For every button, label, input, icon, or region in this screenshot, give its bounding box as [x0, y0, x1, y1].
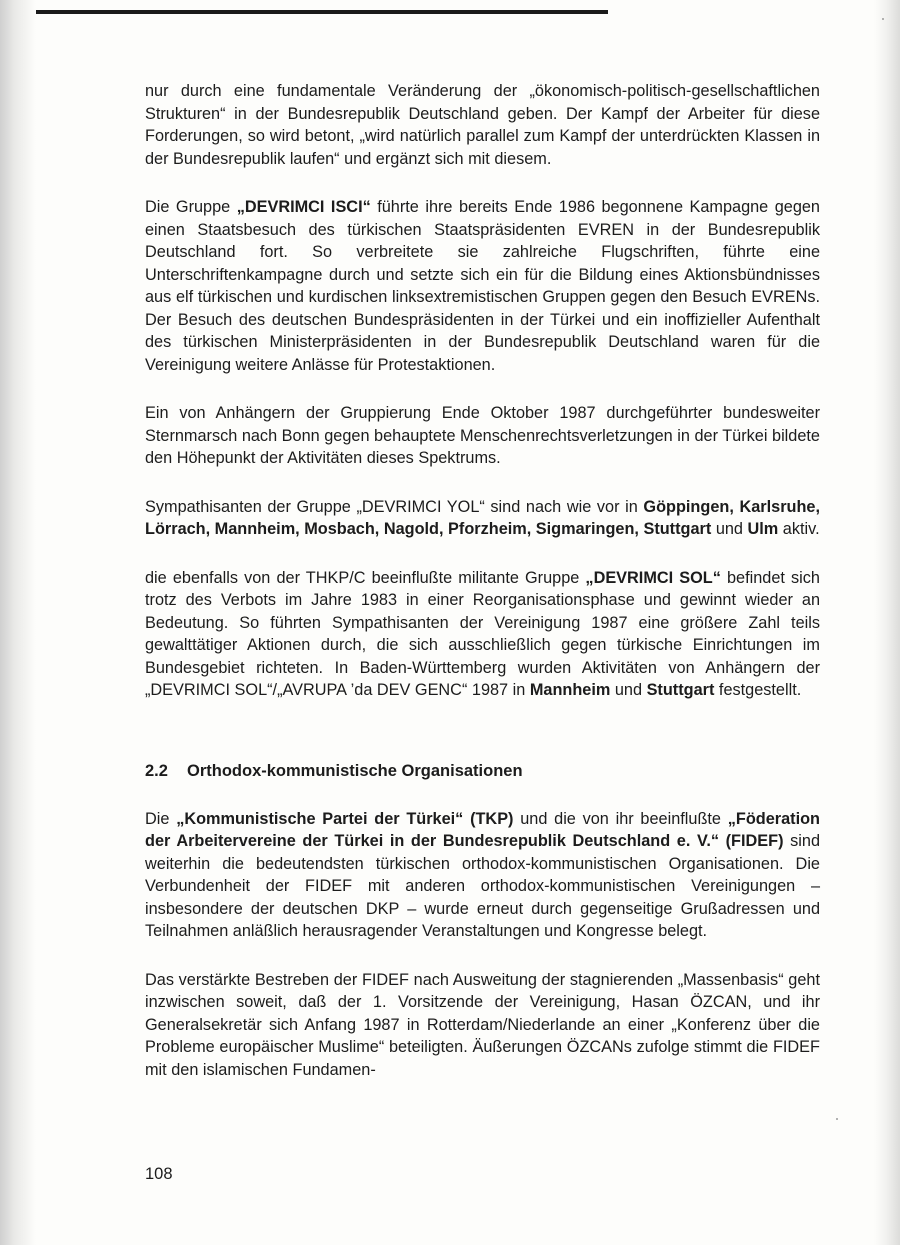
paragraph-3: Ein von Anhängern der Gruppierung Ende Oktober 1987 durchgeführter bundesweiter Sternmarsch nach Bonn gegen behauptete Menschenrechtsverletzungen in der Türkei bildete den Höhepunkt der Aktivitäten dieses Spektrums. — [145, 404, 820, 467]
scan-speck — [882, 18, 884, 20]
body-text — [145, 80, 820, 1107]
city-ulm: Ulm — [747, 520, 779, 538]
top-rule — [28, 10, 608, 14]
city-mannheim: Mannheim — [529, 681, 611, 699]
right-page-edge-shadow — [874, 0, 900, 1245]
group-name-devrimci-isci: „DEVRIMCI ISCI“ — [236, 198, 371, 216]
paragraph-7: Das verstärkte Bestreben der FIDEF nach Ausweitung der stagnierenden „Massenbasis“ geht inzwischen soweit, daß der 1. Vorsitzende der Vereinigung, Hasan ÖZCAN, und ihr Generalsekretär sich Anfang 1987 in Rotterdam/Niederlande an einer „Konferenz über die Probleme europäischer Muslime“ beteiligten. Äußerungen ÖZCANs zufolge stimmt die FIDEF mit den islamischen Fundamen- — [145, 970, 820, 1079]
cities-list: Göppingen, Karlsruhe, Lörrach, Mannheim, Mosbach, Nagold, Pforzheim, Sigmaringen, Stuttgart — [145, 497, 820, 538]
section-title: Orthodox-kommunistische Organisationen — [187, 761, 523, 780]
paragraph-1: nur durch eine fundamentale Veränderung der „ökonomisch-politisch-gesellschaftlichen Strukturen“ in der Bundesrepublik Deutschland geben. Der Kampf der Arbeiter für diese Forderungen, so wird betont, „wird natürlich parallel zum Kampf der unterdrückten Klassen in der Bundesrepublik laufen“ und ergänzt sich mit diesem. — [145, 82, 820, 168]
city-stuttgart: Stuttgart — [646, 681, 715, 699]
left-page-edge-shadow — [0, 0, 36, 1245]
scan-speck — [836, 1118, 838, 1120]
page-number: 108 — [145, 1165, 173, 1183]
org-name-fidef: „Föderation der Arbeitervereine der Türkei in der Bundesrepublik Deutschland e. V.“ (FIDEF) — [145, 809, 820, 850]
section-heading — [145, 760, 820, 782]
org-name-tkp: „Kommunistische Partei der Türkei“ (TKP) — [176, 809, 514, 828]
paragraph-2: Die Gruppe „DEVRIMCI ISCI“ führte ihre bereits Ende 1986 begonnene Kampagne gegen einen Staatsbesuch des türkischen Staatspräsidenten EVREN in der Bundesrepublik Deutschland fort. So verbreitete sie zahlreiche Flugschriften, führte eine Unterschriftenkampagne durch und setzte sich ein für die Bildung eines Aktionsbündnisses aus elf türkischen und kurdischen linksextremistischen Gruppen gegen den Besuch EVRENs. Der Besuch des deutschen Bundespräsidenten in der Türkei und ein inoffizieller Aufenthalt des türkischen Ministerpräsidenten in der Bundesrepublik Deutschland waren für die Vereinigung weitere Anlässe für Protestaktionen. — [145, 198, 820, 374]
paragraph-4: Sympathisanten der Gruppe „DEVRIMCI YOL“ sind nach wie vor in Göppingen, Karlsruhe, Lörrach, Mannheim, Mosbach, Nagold, Pforzheim, Sigmaringen, Stuttgart und Ulm aktiv. — [145, 497, 820, 538]
section-number: 2.2 — [145, 761, 168, 780]
group-name-devrimci-sol: „DEVRIMCI SOL“ — [585, 568, 721, 587]
paragraph-5: die ebenfalls von der THKP/C beeinflußte militante Gruppe „DEVRIMCI SOL“ befindet sich trotz des Verbots im Jahre 1983 in einer Reorganisationsphase und gewinnt wieder an Bedeutung. So führten Sympathisanten der Vereinigung 1987 eine größere Zahl teils gewalttätiger Aktionen durch, die sich ausschließlich gegen türkische Einrichtungen im Bundesgebiet richteten. In Baden-Württemberg wurden Aktivitäten von Anhängern der „DEVRIMCI SOL“/„AVRUPA ’da DEV GENC“ 1987 in Mannheim und Stuttgart festgestellt. — [145, 568, 820, 699]
paragraph-6: Die „Kommunistische Partei der Türkei“ (TKP) und die von ihr beeinflußte „Föderation der Arbeitervereine der Türkei in der Bundesrepublik Deutschland e. V.“ (FIDEF) sind weiterhin die bedeutendsten türkischen orthodox-kommunistischen Organisationen. Die Verbundenheit der FIDEF mit anderen orthodox-kommunistischen Vereinigungen – insbesondere der deutschen DKP – wurde erneut durch gegenseitige Grußadressen und Teilnahmen anläßlich herausragender Veranstaltungen und Kongresse belegt. — [145, 809, 820, 940]
